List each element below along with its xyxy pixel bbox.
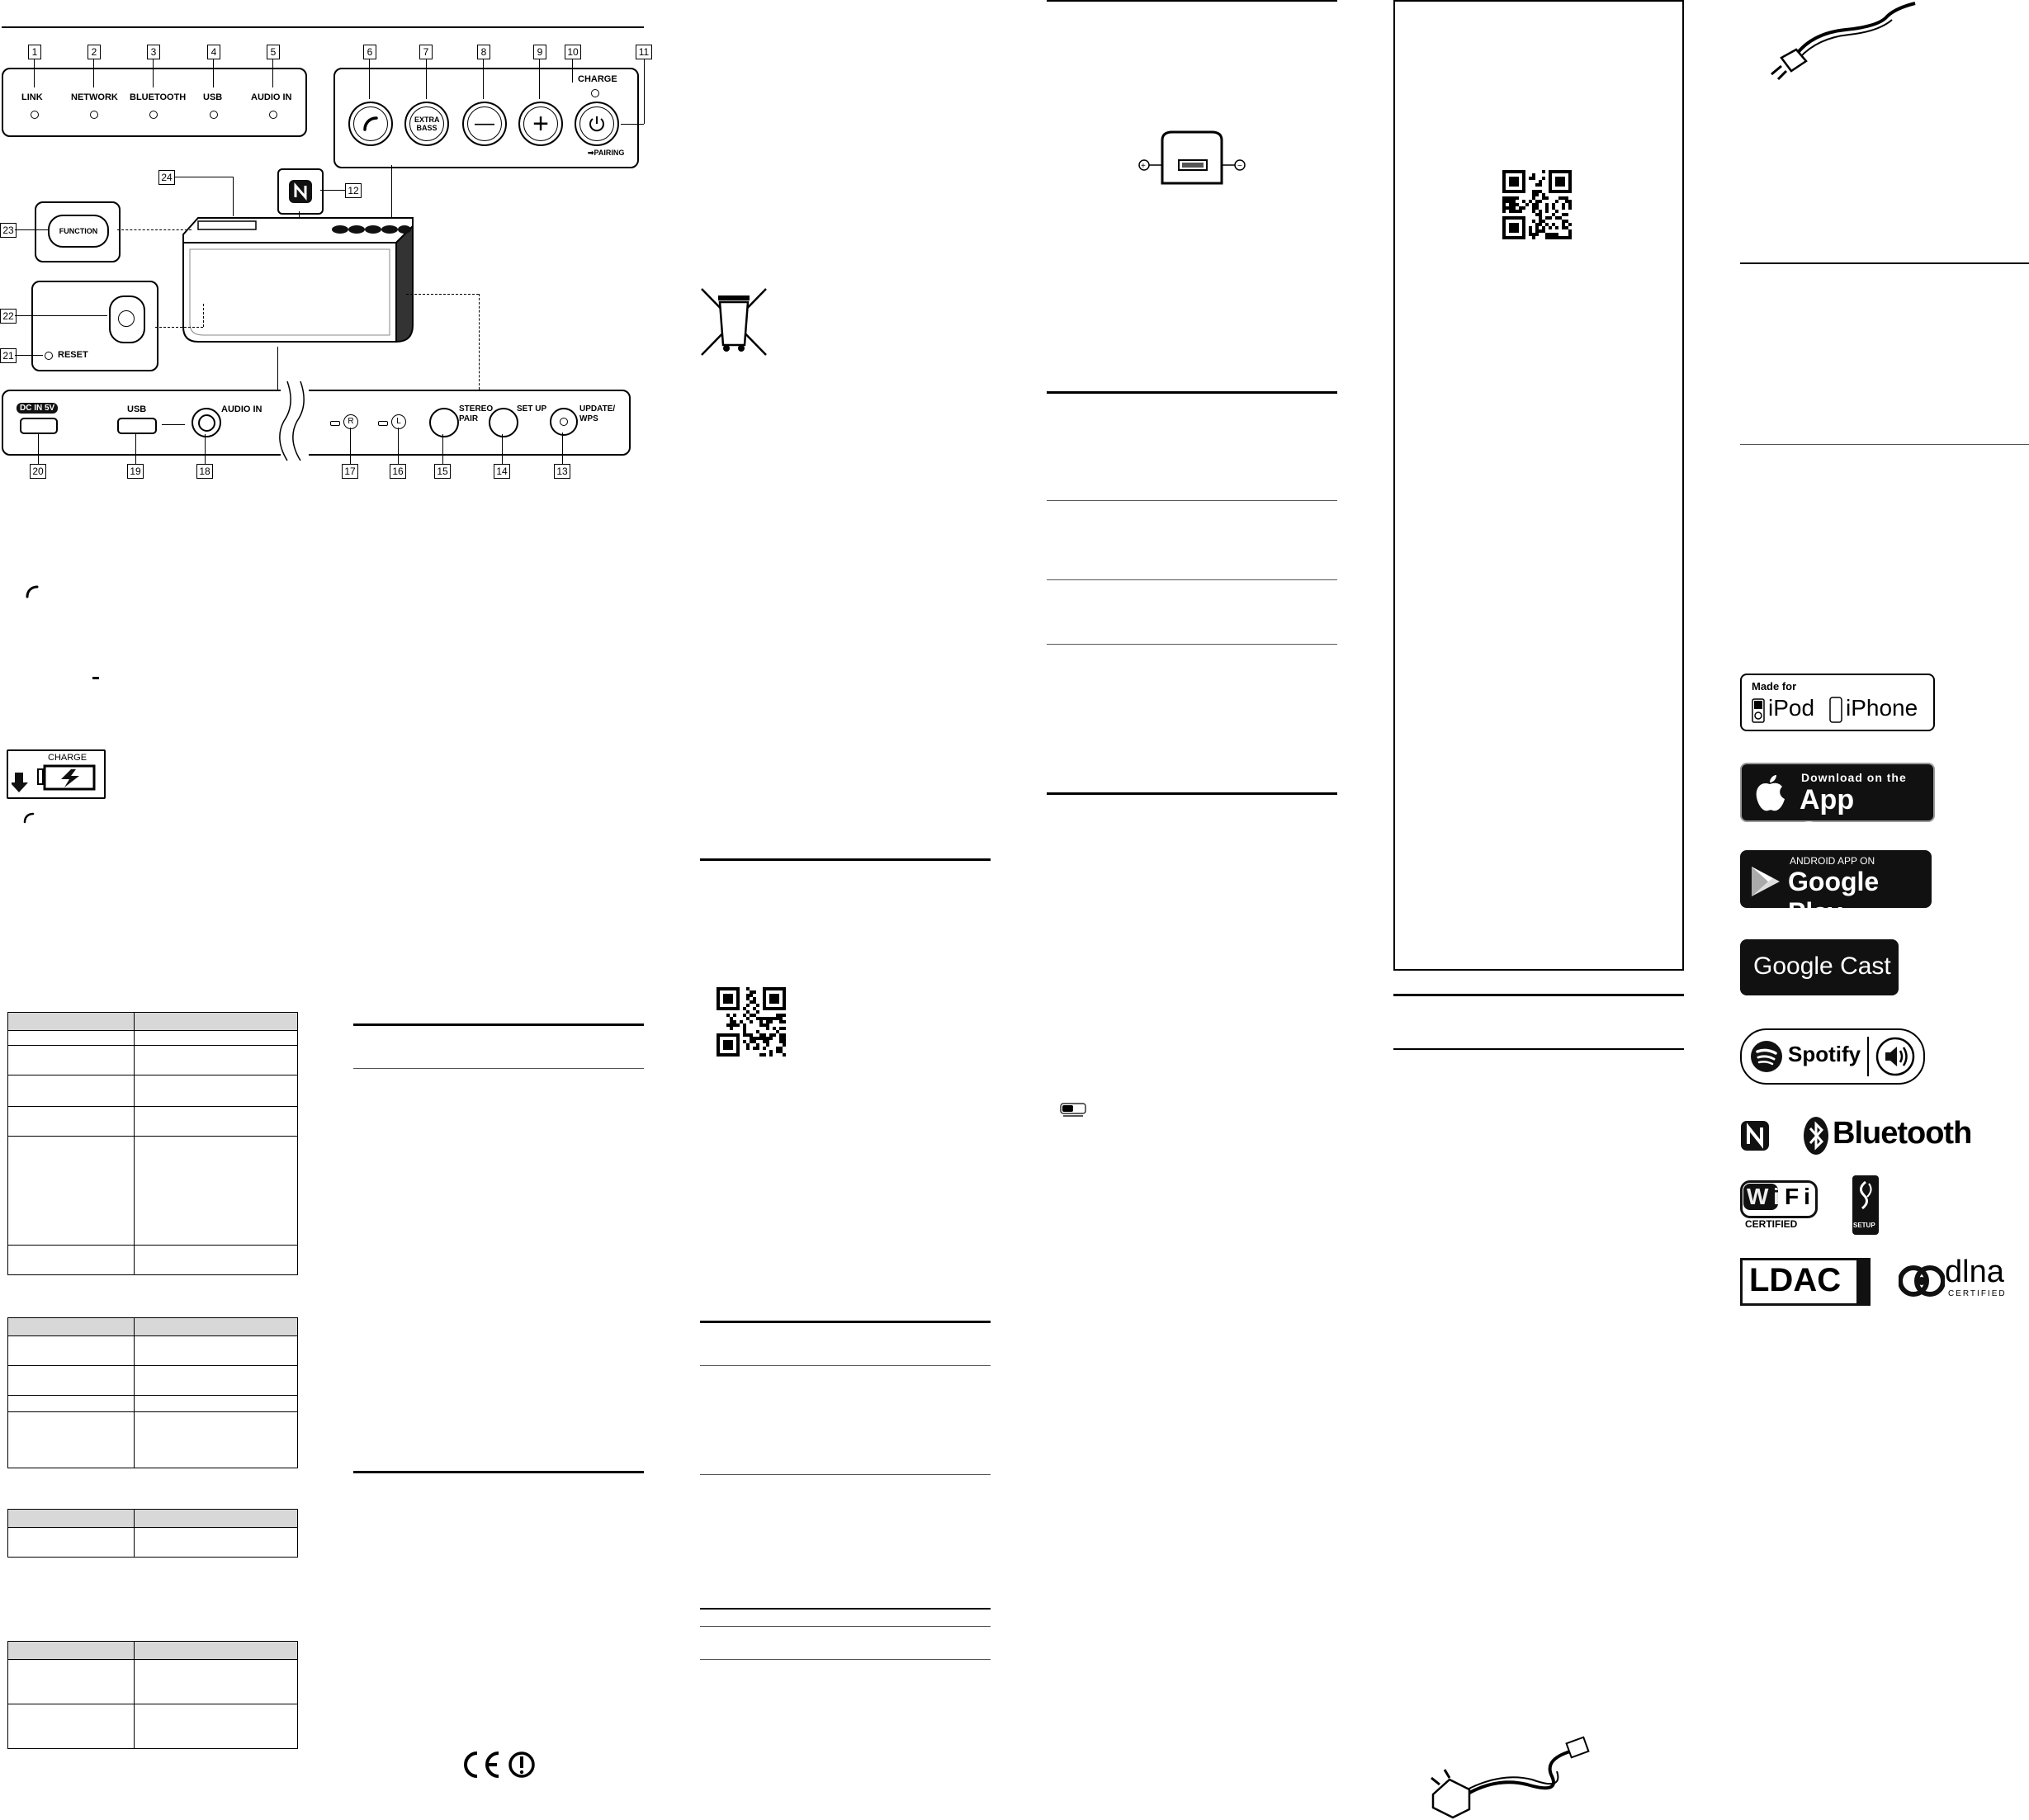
section-rule [700,1626,991,1627]
callout-12: 12 [345,183,362,198]
phone-icon [360,113,381,135]
extra-bass-button[interactable] [404,102,449,146]
link-label: LINK [21,92,43,102]
section-rule [353,1068,644,1069]
link-led [31,111,39,119]
nfc-mark [277,168,324,215]
callout-19: 19 [127,464,144,479]
eu-power-cord-illustration [1763,0,1928,83]
section-rule [1047,792,1337,795]
app-store-text: App Store [1800,784,1871,848]
leader-line [442,434,443,464]
bluetooth-label: BLUETOOTH [130,92,187,102]
volume-plus-button[interactable] [518,102,563,146]
spec-table-1 [7,1012,298,1275]
leader-line [572,59,573,83]
minus-label: — [475,112,494,135]
section-rule [1047,0,1337,2]
callout-11: 11 [636,45,652,59]
iphone-text: iPhone [1846,695,1918,721]
callout-13: 13 [554,464,570,479]
reset-hole[interactable] [45,352,53,360]
section-rule [1047,391,1337,394]
spotify-connect-badge [1740,1028,1925,1085]
phone-icon [23,583,41,601]
leader-line [15,315,107,316]
dlna-text: dlna [1945,1255,2004,1289]
spec-table-2 [7,1317,298,1468]
set-up-button[interactable] [489,408,518,437]
callout-24: 24 [158,170,175,185]
ldac-logo [1740,1258,1871,1306]
nfc-icon [286,177,315,206]
leader-line [350,428,351,464]
stereo-pair-button[interactable] [429,408,459,437]
divider [162,424,185,425]
speaker-drawing [173,210,421,350]
weee-bin-icon [698,286,769,358]
section-rule [1740,262,2029,264]
leader-line [479,294,480,390]
audio-in-jack[interactable] [192,408,221,437]
leader-line [320,190,345,191]
volume-minus-button[interactable] [462,102,507,146]
ipod-icon [1752,698,1765,723]
section-rule [700,1321,991,1323]
leader-line [135,433,136,464]
polarity-connector-icon [1134,129,1250,187]
spotify-divider [1867,1037,1869,1076]
spotify-text: Spotify [1788,1042,1861,1066]
leader-line [155,327,203,328]
leader-line [644,59,645,124]
callout-2: 2 [87,45,101,59]
spotify-icon [1750,1040,1783,1073]
section-rule [700,1365,991,1366]
leader-line [369,59,370,99]
bluetooth-led [149,111,158,119]
spec-table-3 [7,1509,298,1558]
leader-line [539,59,540,99]
section-rule [1047,579,1337,580]
leader-line [483,59,484,99]
leader-line [15,229,48,230]
phone-icon [21,811,36,825]
dc-in-label: DC IN 5V [17,403,58,414]
multiroom-setup-logo [1852,1175,1879,1235]
battery-charging-icon [12,764,97,794]
leader-line [203,304,204,327]
apple-icon [1753,774,1786,812]
callout-3: 3 [147,45,160,59]
update-wps-button[interactable] [550,408,578,436]
set-up-label: SET UP [517,404,547,414]
callout-6: 6 [363,45,376,59]
section-rule [1740,444,2029,445]
dc-in-port[interactable] [20,418,58,434]
reset-label: RESET [58,350,88,360]
callout-22: 22 [0,309,17,324]
extra-bass-label: EXTRA BASS [414,116,440,132]
usb-label: USB [203,92,223,102]
function-button[interactable] [48,215,109,248]
leader-line [38,433,39,464]
charge-figure-label: CHARGE [48,753,87,763]
ldac-text: LDAC [1749,1262,1842,1298]
rear-audio-in-label: AUDIO IN [221,404,262,414]
leader-line [406,294,479,295]
top-rule [2,26,644,28]
power-icon [587,114,607,134]
rear-usb-label: USB [127,404,147,414]
leader-line [621,124,644,125]
setup-icon [1856,1180,1875,1210]
dlna-icon [1899,1265,1945,1298]
r-mark: R [343,414,358,429]
spec-table-4 [7,1641,298,1749]
l-led [378,421,388,426]
google-play-text: Google Play [1788,867,1880,927]
section-rule [353,1471,644,1473]
callout-7: 7 [419,45,433,59]
ce-mark [462,1750,537,1780]
boxed-panel [1393,0,1684,971]
charge-led [591,89,599,97]
dlna-logo [1899,1255,2027,1302]
break-lines [272,380,314,462]
callout-21: 21 [0,348,17,363]
callout-14: 14 [494,464,510,479]
rear-panel [2,390,631,456]
leader-line [117,229,192,230]
section-rule [353,1023,644,1026]
dlna-certified-text: CERTIFIED [1948,1289,2007,1298]
leader-line [213,59,214,87]
network-label: NETWORK [71,92,118,102]
android-app-on-text: ANDROID APP ON [1790,855,1875,867]
setup-text: SETUP [1853,1222,1875,1229]
bluetooth-icon [1803,1116,1829,1156]
section-rule [700,1474,991,1475]
svg-text:−: − [1237,162,1242,171]
r-led [330,421,340,426]
leader-line [562,433,563,464]
section-rule [700,858,991,861]
leader-line [502,434,503,464]
uk-power-cord-illustration [1428,1727,1593,1819]
callout-8: 8 [477,45,490,59]
indicator-panel [2,68,307,137]
google-play-icon [1750,865,1781,898]
section-rule [1047,500,1337,501]
function-label: FUNCTION [59,227,98,235]
callout-1: 1 [28,45,41,59]
leader-line [272,59,273,87]
speaker-connect-icon [1875,1037,1915,1076]
leader-line [426,59,427,99]
google-cast-badge [1740,939,1899,995]
wifi-certified-logo [1740,1180,1816,1231]
usb-port-side [109,295,145,343]
update-wps-label: UPDATE/ WPS [579,404,616,423]
network-led [90,111,98,119]
nfc-n-mark-icon [1740,1119,1771,1152]
dash-mark [92,677,99,679]
leader-line [15,355,43,356]
wifi-text: WiFi [1747,1184,1815,1209]
audio-in-led [269,111,277,119]
made-for-ipod-iphone-badge [1740,674,1935,731]
made-for-text: Made for [1752,680,1797,693]
wifi-certified-text: CERTIFIED [1745,1218,1798,1230]
bluetooth-text: Bluetooth [1833,1116,1972,1151]
svg-text:+: + [1141,162,1146,171]
l-mark: L [391,414,406,429]
plus-label: + [532,108,549,139]
leader-line [93,59,94,87]
leader-line [205,434,206,464]
leader-line [34,59,35,87]
charge-indicator-figure [7,749,106,799]
google-play-badge[interactable] [1740,850,1932,927]
section-rule [1393,1048,1684,1050]
section-rule [700,1659,991,1660]
iphone-icon [1829,697,1842,723]
stereo-pair-label: STEREO PAIR [459,404,494,423]
callout-10: 10 [565,45,581,59]
callout-9: 9 [533,45,546,59]
section-rule [700,1608,991,1610]
qr-code [1502,170,1572,239]
callout-15: 15 [434,464,451,479]
power-button[interactable] [575,102,619,146]
charge-label: CHARGE [578,74,617,84]
leader-line [398,428,399,464]
download-on-text: Download on the [1801,771,1907,784]
callout-20: 20 [30,464,46,479]
callout-18: 18 [196,464,213,479]
section-rule [1393,994,1684,996]
google-cast-text: Google Cast [1753,953,1891,980]
call-button[interactable] [348,102,393,146]
wifi-certified-small-icon [1060,1103,1086,1119]
callout-16: 16 [390,464,406,479]
callout-4: 4 [207,45,220,59]
usb-led [210,111,218,119]
ipod-text: iPod [1768,695,1815,721]
app-store-badge[interactable] [1740,763,1935,848]
callout-5: 5 [267,45,280,59]
pairing-label: ➡PAIRING [588,149,625,157]
usb-port-rear[interactable] [117,418,157,434]
section-rule [1047,644,1337,645]
audio-in-label: AUDIO IN [251,92,292,102]
qr-code [717,987,786,1057]
callout-17: 17 [342,464,358,479]
leader-line [153,59,154,87]
callout-23: 23 [0,223,17,238]
